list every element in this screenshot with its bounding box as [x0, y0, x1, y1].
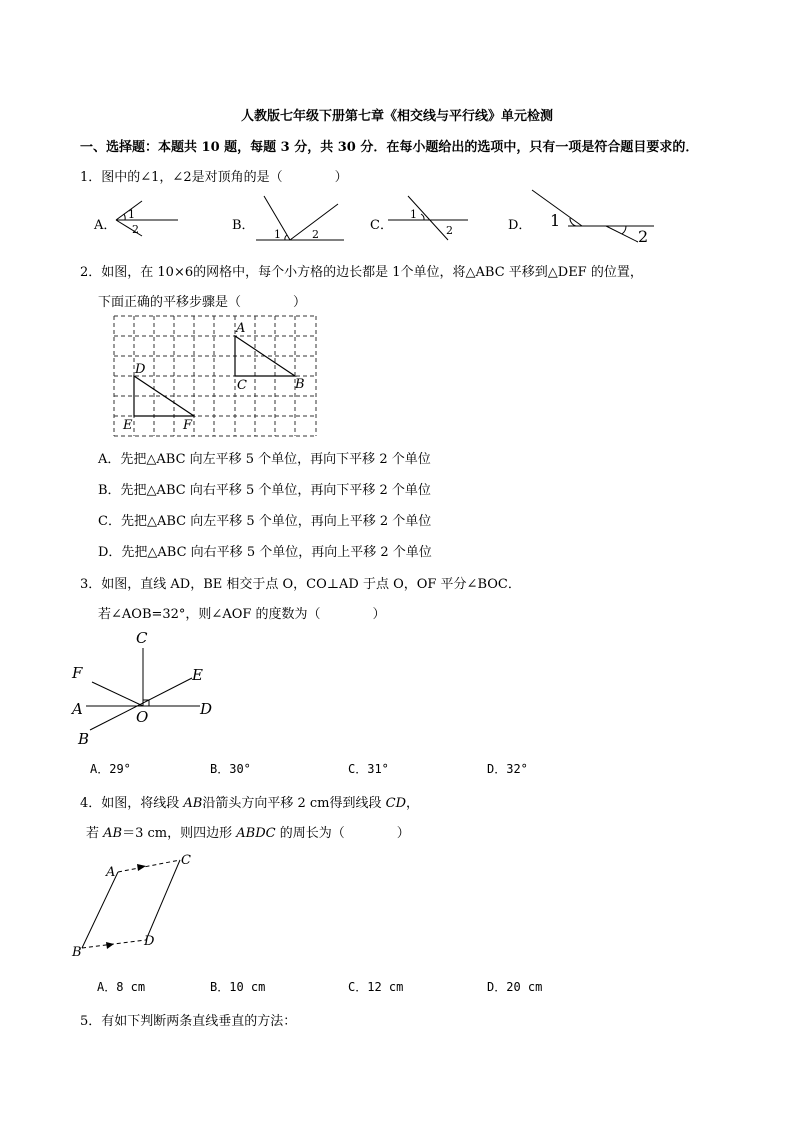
- q4-label-b: B: [72, 945, 82, 960]
- section-header: 一、选择题：本题共 10 题，每题 3 分，共 30 分．在每小题给出的选项中，只有一项是符合题目要求的．: [80, 140, 699, 155]
- q2-option-d: D．先把△ABC 向右平移 5 个单位，再向上平移 2 个单位: [98, 545, 432, 560]
- q2-stem-line2: 下面正确的平移步骤是（ ）: [98, 295, 307, 310]
- q3-option-a: A．29°: [90, 762, 131, 776]
- q1-stem: 1．图中的∠1，∠2是对顶角的是（ ）: [80, 170, 348, 185]
- q2-option-c: C．先把△ABC 向左平移 5 个单位，再向上平移 2 个单位: [98, 514, 432, 529]
- q2-label-d: D: [135, 362, 146, 377]
- q2-label-a: A: [236, 321, 246, 336]
- q3-label-e: E: [192, 666, 203, 684]
- q2-stem: 2．如图，在 10×6的网格中，每个小方格的边长都是 1个单位，将△ABC 平移到△DEF 的位置，: [80, 265, 643, 280]
- q4-stem: 4．如图，将线段 AB沿箭头方向平移 2 cm得到线段 CD，: [80, 796, 420, 811]
- q2-label-e: E: [123, 418, 133, 433]
- q2-label-b: B: [295, 377, 305, 392]
- q4-stem-line2: 若 AB＝3 cm，则四边形 ABDC 的周长为（ ）: [86, 826, 410, 841]
- q1-figure-d: [526, 186, 658, 246]
- q4-option-d: D．20 cm: [487, 980, 543, 994]
- q3-label-d: D: [200, 700, 213, 718]
- q1-a-angle2: 2: [132, 223, 139, 236]
- q3-stem: 3．如图，直线 AD，BE 相交于点 O，CO⊥AD 于点 O，OF 平分∠BOC．: [80, 577, 521, 592]
- q4-option-b: B．10 cm: [210, 980, 266, 994]
- q2-grid-figure: [110, 312, 324, 440]
- q2-option-a: A．先把△ABC 向左平移 5 个单位，再向下平移 2 个单位: [98, 452, 431, 467]
- q2-label-f: F: [183, 418, 193, 433]
- q3-label-o: O: [136, 708, 149, 726]
- q3-option-c: C．31°: [348, 762, 389, 776]
- q1-figure-b: [250, 192, 346, 244]
- q3-option-b: B．30°: [210, 762, 251, 776]
- q3-figure: [66, 626, 226, 752]
- page-title: 人教版七年级下册第七章《相交线与平行线》单元检测: [240, 109, 553, 124]
- q1-c-angle2: 2: [446, 224, 453, 237]
- q2-option-b: B．先把△ABC 向右平移 5 个单位，再向下平移 2 个单位: [98, 483, 431, 498]
- q5-stem: 5．有如下判断两条直线垂直的方法：: [80, 1014, 297, 1029]
- q2-label-c: C: [237, 378, 247, 393]
- q1-option-d-label: D．: [508, 218, 532, 233]
- q4-figure: [66, 848, 206, 968]
- q1-d-angle1: 1: [550, 211, 561, 230]
- q3-label-f: F: [72, 664, 83, 682]
- q1-figure-c: [386, 192, 470, 242]
- q4-option-a: A．8 cm: [97, 980, 146, 994]
- q4-label-a: A: [106, 865, 116, 880]
- q3-label-b: B: [78, 730, 90, 748]
- q3-option-d: D．32°: [487, 762, 528, 776]
- q4-option-c: C．12 cm: [348, 980, 404, 994]
- q4-label-d: D: [144, 934, 155, 949]
- q1-option-b-label: B．: [232, 218, 255, 233]
- q1-b-angle2: 2: [312, 228, 319, 241]
- q1-figure-a: [110, 196, 182, 240]
- q1-d-angle2: 2: [638, 227, 649, 246]
- q3-stem-line2: 若∠AOB=32°，则∠AOF 的度数为（ ）: [98, 607, 386, 622]
- q1-option-a-label: A．: [94, 218, 117, 233]
- q1-b-angle1: 1: [274, 228, 281, 241]
- q1-option-c-label: C．: [370, 218, 393, 233]
- q1-a-angle1: 1: [128, 208, 135, 221]
- q3-label-a: A: [72, 700, 83, 718]
- q3-label-c: C: [136, 629, 148, 647]
- q4-label-c: C: [181, 853, 191, 868]
- q1-c-angle1: 1: [410, 208, 417, 221]
